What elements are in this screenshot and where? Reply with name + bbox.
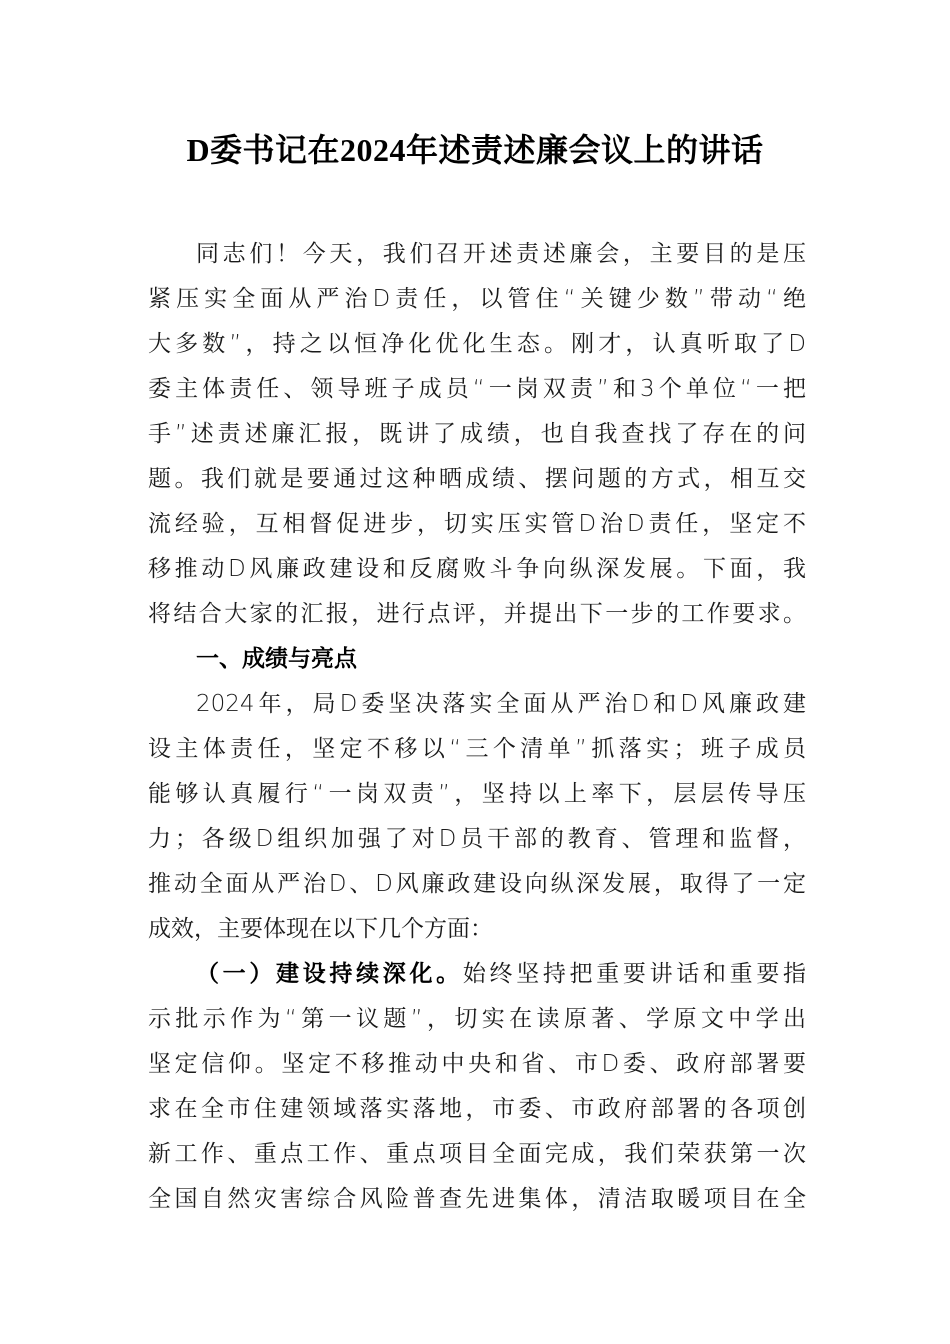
text-line: 紧压实全面从严治D责任，以管住“关键少数”带动“绝	[148, 286, 806, 312]
text-line: 手”述责述廉汇报，既讲了成绩，也自我查找了存在的问	[148, 421, 806, 447]
document-body	[148, 232, 806, 1222]
intro-paragraph	[148, 232, 806, 637]
text-line: 2024年，局D委坚决落实全面从严治D和D风廉政建	[196, 691, 806, 717]
subsection-1-paragraph	[148, 952, 806, 1222]
text-line: 力；各级D组织加强了对D员干部的教育、管理和监督，	[148, 826, 806, 852]
text-line: 坚定信仰。坚定不移推动中央和省、市D委、政府部署要	[148, 1051, 806, 1077]
document-title: D委书记在2024年述责述廉会议上的讲话	[186, 132, 764, 168]
text-run: 始终坚持把重要讲话和重要指	[462, 961, 807, 987]
text-line: 同志们！今天，我们召开述责述廉会，主要目的是压	[196, 241, 806, 267]
text-line: 新工作、重点工作、重点项目全面完成，我们荣获第一次	[148, 1141, 806, 1167]
text-line: 移推动D风廉政建设和反腐败斗争向纵深发展。下面，我	[148, 556, 806, 582]
text-line: 流经验，互相督促进步，切实压实管D治D责任，坚定不	[148, 511, 806, 537]
text-line: 求在全市住建领域落实落地，市委、市政府部署的各项创	[148, 1096, 806, 1122]
text-line: 委主体责任、领导班子成员“一岗双责”和3个单位“一把	[148, 376, 806, 402]
text-line: 能够认真履行“一岗双责”，坚持以上率下，层层传导压	[148, 781, 806, 807]
text-line: 将结合大家的汇报，进行点评，并提出下一步的工作要求。	[148, 601, 806, 627]
text-line: 推动全面从严治D、D风廉政建设向纵深发展，取得了一定	[148, 871, 806, 897]
subsection-heading: （一）建设持续深化。	[196, 961, 463, 987]
text-line: 大多数”，持之以恒净化优化生态。刚才，认真听取了D	[148, 331, 806, 357]
section-1-paragraph	[148, 682, 806, 952]
text-line: 成效，主要体现在以下几个方面：	[148, 916, 493, 942]
text-line: 设主体责任，坚定不移以“三个清单”抓落实；班子成员	[148, 736, 806, 762]
text-line: 全国自然灾害综合风险普查先进集体，清洁取暖项目在全	[148, 1186, 806, 1212]
text-line	[148, 952, 806, 997]
text-line: 示批示作为“第一议题”，切实在读原著、学原文中学出	[148, 1006, 806, 1032]
section-heading: 一、成绩与亮点	[196, 646, 357, 672]
text-line: 题。我们就是要通过这种晒成绩、摆问题的方式，相互交	[148, 466, 806, 492]
